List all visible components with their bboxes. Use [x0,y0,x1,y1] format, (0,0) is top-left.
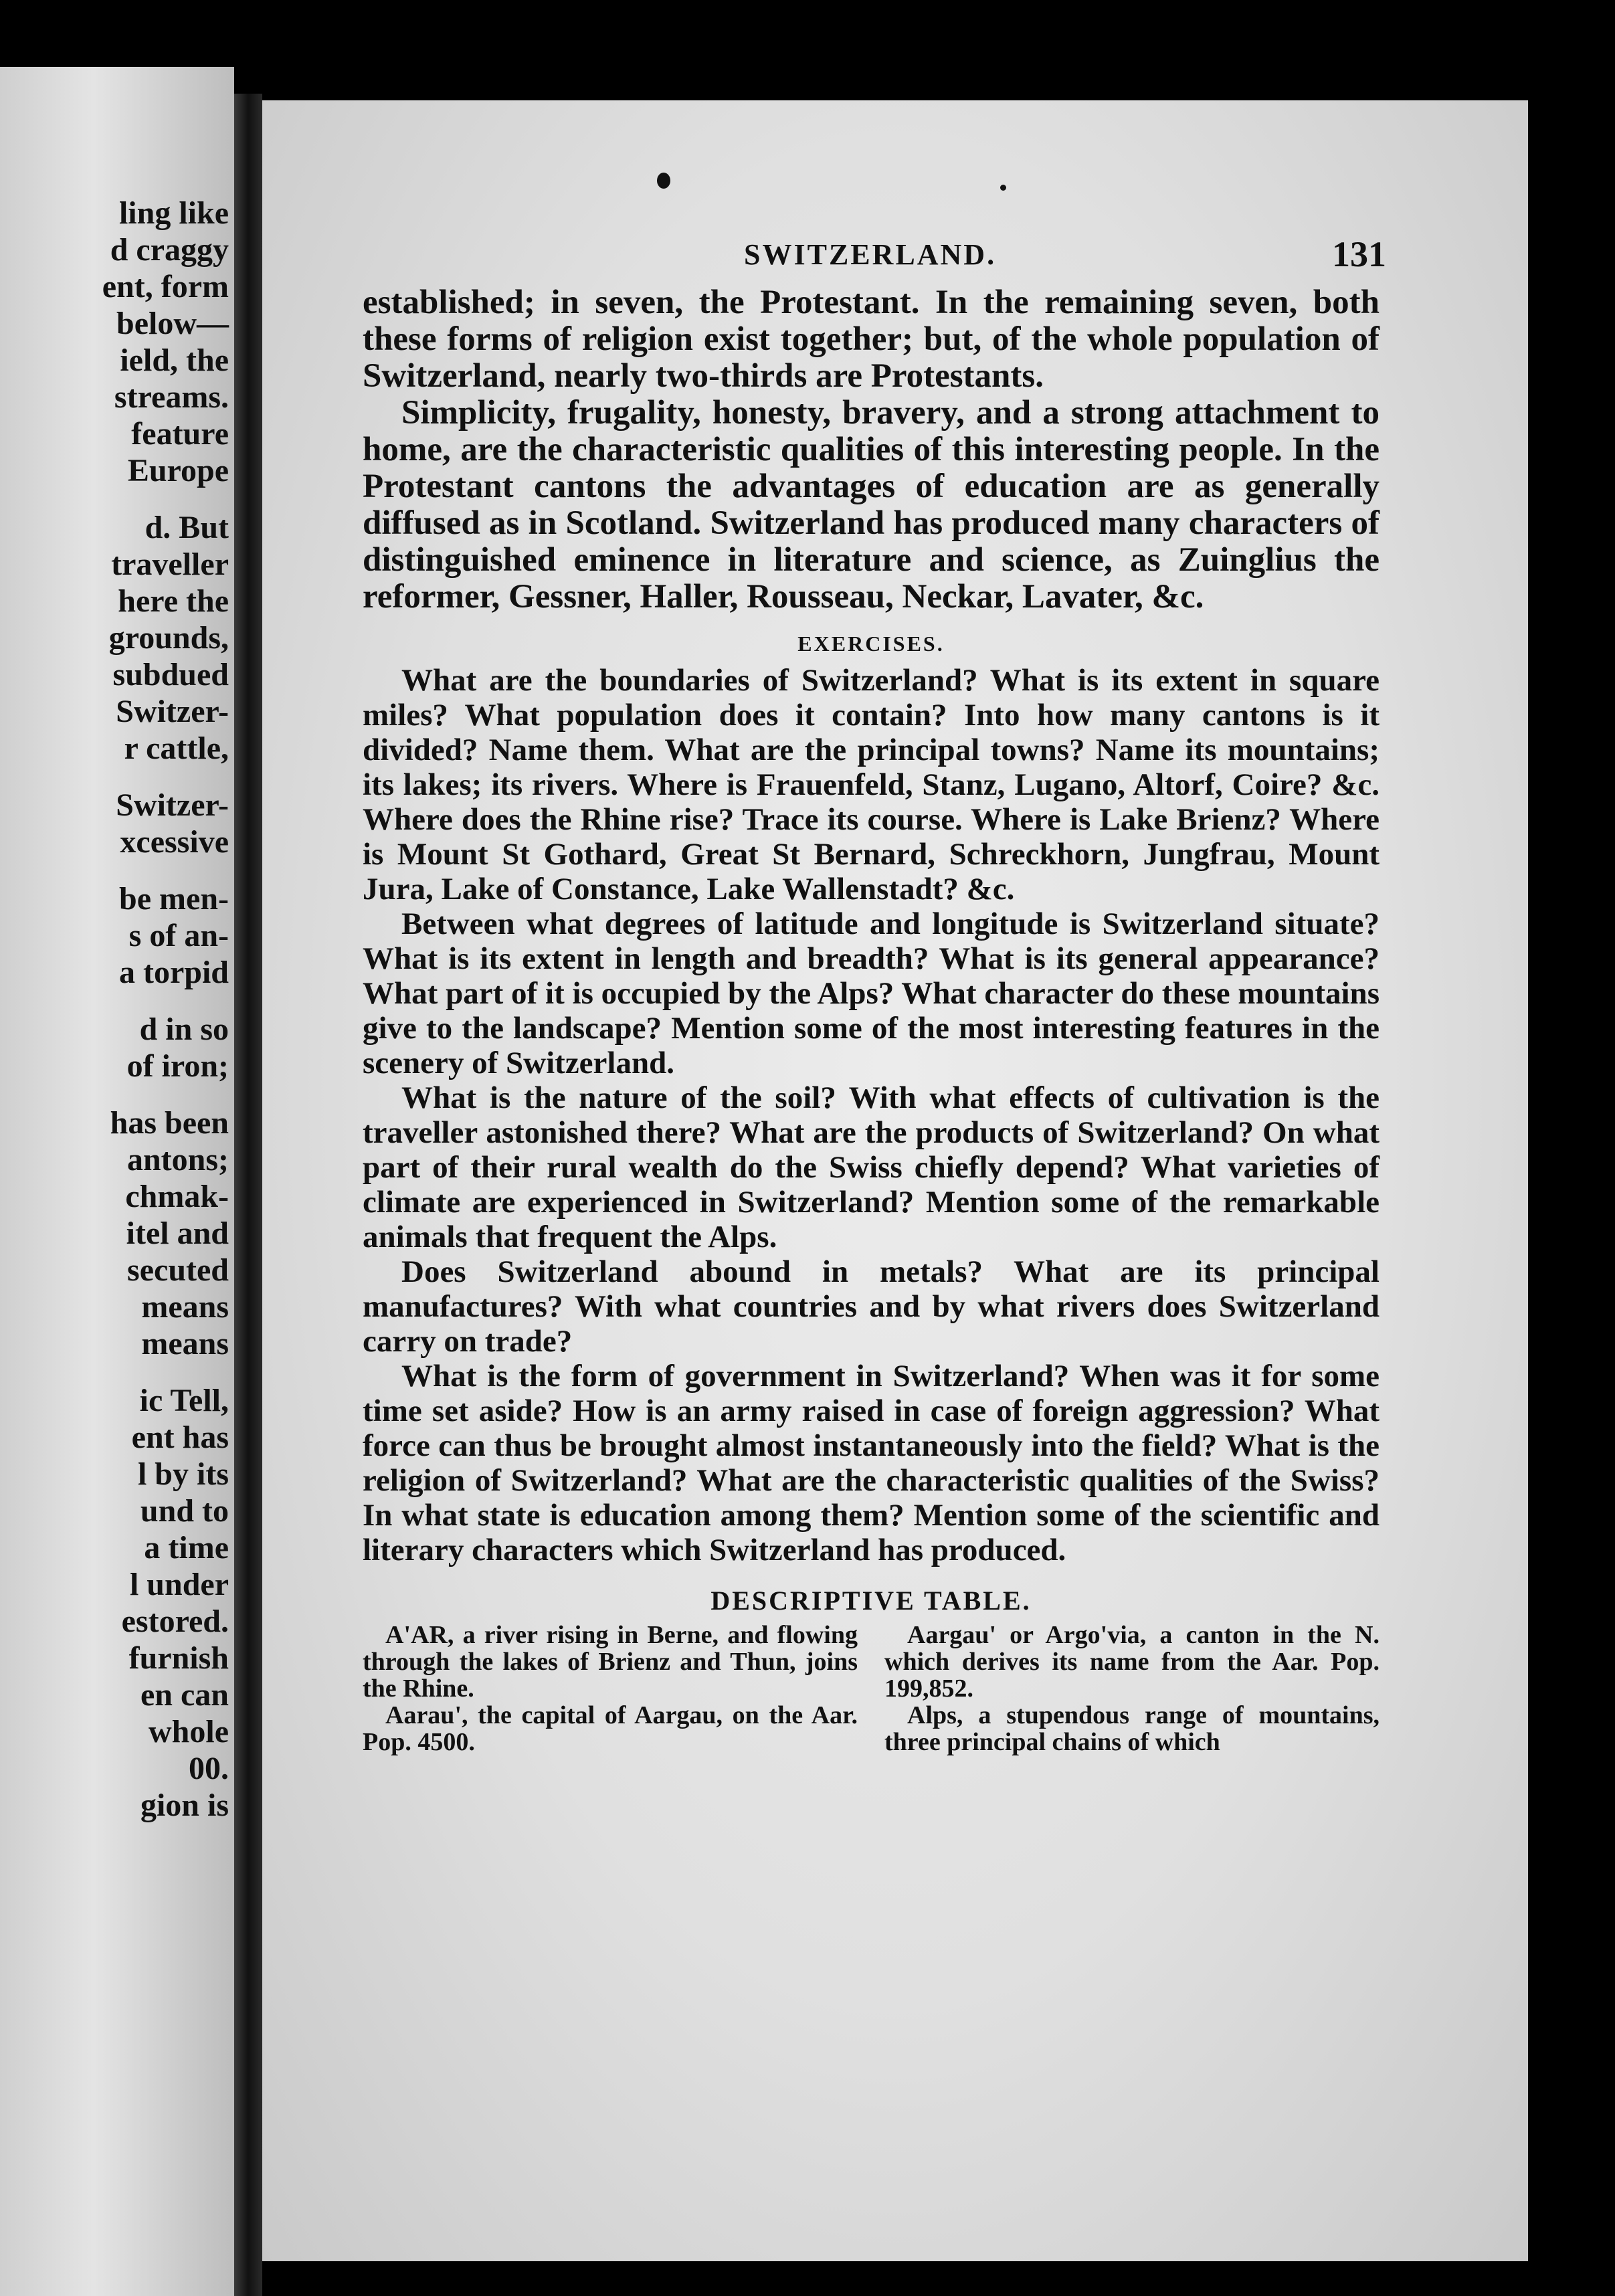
facing-page-line: d. But [145,510,229,545]
table-column-right [884,1622,1380,1755]
exercise-paragraph: What is the form of government in Switzerland? When was it for some time set aside? How is an army raised in case of foreign aggression? What force can thus be brought almost instantaneously into the field? What is the religion of Switzerland? What are the characteristic qualities of the Swiss? In what state is education among them? Mention some of the scientific and literary characters which Switzerland has produced. [363,1359,1380,1567]
facing-page-line: grounds, [108,620,229,656]
facing-page-line: Switzer- [116,787,229,823]
facing-page-line: a time [144,1530,229,1565]
facing-page-line: whole [149,1714,229,1749]
facing-page-line: xcessive [120,824,229,860]
facing-page-line: ic Tell, [139,1383,229,1418]
facing-page-line: d in so [139,1012,229,1047]
facing-page-line: means [141,1326,229,1361]
facing-page-line: subdued [112,657,229,692]
facing-page-line: s of an- [128,918,229,953]
table-entry: Aargau' or Argo'via, a canton in the N. which derives its name from the Aar. Pop. 199,852. [884,1621,1380,1703]
descriptive-table [363,1622,1380,1755]
exercise-paragraph: What is the nature of the soil? With what effects of cultivation is the traveller astonished there? What are the products of Switzerland? On what part of their rural wealth do the Swiss chiefly depend? What varieties of climate are experienced in Switzerland? Mention some of the remarkable animals that frequent the Alps. [363,1080,1380,1254]
facing-page-line: ent has [131,1420,229,1455]
exercise-paragraph: What are the boundaries of Switzerland? What is its extent in square miles? What population does it contain? Into how many cantons is it divided? Name them. What are the principal towns? Name its mountains; its lakes; its rivers. Where is Frauenfeld, Stanz, Lugano, Altorf, Coire? &c. Where does the Rhine rise? Trace its course. Where is Lake Brienz? Where is Mount St Gothard, Great St Bernard, Schreckhorn, Jungfrau, Mount Jura, Lake of Constance, Lake Wallenstadt? &c. [363,663,1380,906]
facing-page-line: here the [118,583,229,619]
facing-page-line: estored. [121,1604,229,1639]
facing-page-line: furnish [128,1640,229,1676]
exercises-heading: EXERCISES. [797,632,945,656]
facing-page-line: l under [129,1567,229,1602]
body-paragraph: established; in seven, the Protestant. In the remaining seven, both these forms of religion exist together; but, of the whole population of Switzerland, nearly two-thirds are Protestants. [363,284,1380,395]
exercise-paragraph: Between what degrees of latitude and longitude is Switzerland situate? What is its extent in length and breadth? What is its general appearance? What part of it is occupied by the Alps? What character do these mountains give to the landscape? Mention some of the most interesting features in the scenery of Switzerland. [363,906,1380,1080]
facing-page-line: itel and [126,1216,229,1251]
facing-page-line: feature [131,416,229,452]
facing-page-line: l by its [137,1456,229,1492]
facing-page-line: ield, the [120,343,229,378]
facing-page-line: und to [140,1493,229,1529]
facing-page-line: below— [116,306,229,341]
table-entry: Alps, a stupendous range of mountains, three principal chains of which [884,1701,1380,1756]
facing-page-line: gion is [140,1788,229,1823]
page-number: 131 [1332,234,1386,274]
facing-page-line: has been [110,1105,229,1141]
facing-page-line: secuted [127,1252,229,1288]
facing-page-line: chmak- [125,1179,229,1214]
facing-page-line: 00. [189,1751,229,1786]
table-column-left [363,1622,858,1755]
running-title: SWITZERLAND. [744,238,997,271]
facing-page-line: ent, form [102,269,229,304]
facing-page-line: ling like [118,195,229,231]
facing-page-line: Switzer- [116,694,229,729]
facing-page-line: of iron; [126,1048,229,1084]
exercise-paragraph: Does Switzerland abound in metals? What are its principal manufactures? With what countries and by what rivers does Switzerland carry on trade? [363,1254,1380,1359]
ink-speck [657,173,670,189]
facing-page-line: d craggy [110,232,229,268]
facing-page-line: en can [140,1677,229,1713]
facing-page-line: antons; [126,1142,229,1177]
facing-page-fragment [0,67,234,2296]
facing-page-line: be men- [119,881,229,917]
body-paragraph: Simplicity, frugality, honesty, bravery, and a strong attachment to home, are the characteristic qualities of this interesting people. In the Protestant cantons the advantages of education are as generally diffused as in Scotland. Switzerland has produced many characters of distinguished eminence in literature and science, as Zuinglius the reformer, Gessner, Haller, Rousseau, Neckar, Lavater, &c. [363,394,1380,615]
table-entry: A'AR, a river rising in Berne, and flowing through the lakes of Brienz and Thun, joins the Rhine. [363,1621,858,1703]
facing-page-line: a torpid [118,955,229,990]
page-content [363,234,1386,1756]
facing-page-line: r cattle, [124,731,229,766]
facing-page-line: means [141,1289,229,1325]
book-gutter [234,94,262,2296]
running-head [363,234,1386,284]
table-entry: Aarau', the capital of Aargau, on the Aar. Pop. 4500. [363,1701,858,1756]
facing-page-line: Europe [127,453,229,488]
descriptive-table-heading: DESCRIPTIVE TABLE. [710,1586,1032,1616]
facing-page-line: traveller [111,547,229,582]
ink-speck [1000,185,1006,191]
facing-page-line: streams. [114,379,229,415]
